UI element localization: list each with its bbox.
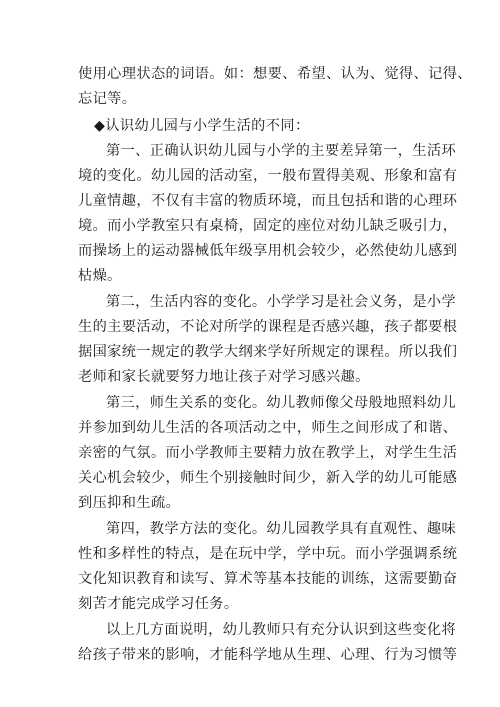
paragraph-line: 而操场上的运动器械低年级享用机会较少，必然使幼儿感到: [78, 243, 458, 259]
paragraph-line: 到压抑和生疏。: [78, 495, 181, 511]
paragraph-line: 并参加到幼儿生活的各项活动之中，师生之间形成了和谐、: [78, 420, 458, 436]
section-heading: ◆认识幼儿园与小学生活的不同：: [94, 118, 310, 134]
paragraph-line: 第三，师生关系的变化。幼儿教师像父母般地照料幼儿: [106, 395, 457, 411]
paragraph-line: 关心机会较少，师生个别接触时间少，新入学的幼儿可能感: [78, 470, 458, 486]
paragraph-line: 文化知识教育和读写、算术等基本技能的训练，这需要勤奋: [78, 571, 458, 587]
paragraph-line: 刻苦才能完成学习任务。: [78, 596, 239, 612]
paragraph-line: 以上几方面说明，幼儿教师只有充分认识到这些变化将: [106, 622, 457, 638]
text-line: 使用心理状态的词语。如：想要、希望、认为、觉得、记得、: [78, 66, 472, 82]
paragraph-line: 境的变化。幼儿园的活动室，一般布置得美观、形象和富有: [78, 168, 458, 184]
paragraph-line: 亲密的气氛。而小学教师主要精力放在教学上，对学生生活: [78, 445, 458, 461]
text-line: 忘记等。: [78, 91, 137, 107]
paragraph-line: 第二，生活内容的变化。小学学习是社会义务，是小学: [106, 294, 457, 310]
paragraph-line: 据国家统一规定的教学大纲来学好所规定的课程。所以我们: [78, 344, 458, 360]
paragraph-line: 儿童情趣，不仅有丰富的物质环境，而且包括和谐的心理环: [78, 193, 458, 209]
paragraph-line: 第四，教学方法的变化。幼儿园教学具有直观性、趣味: [106, 521, 457, 537]
paragraph-line: 老师和家长就要努力地让孩子对学习感兴趣。: [78, 369, 370, 385]
paragraph-line: 枯燥。: [78, 268, 122, 284]
paragraph-line: 生的主要活动，不论对所学的课程是否感兴趣，孩子都要根: [78, 319, 458, 335]
paragraph-line: 第一、正确认识幼儿园与小学的主要差异第一，生活环: [106, 143, 457, 159]
paragraph-line: 性和多样性的特点，是在玩中学，学中玩。而小学强调系统: [78, 546, 458, 562]
paragraph-line: 给孩子带来的影响，才能科学地从生理、心理、行为习惯等: [78, 647, 458, 663]
paragraph-line: 境。而小学教室只有桌椅，固定的座位对幼儿缺乏吸引力，: [78, 218, 458, 234]
